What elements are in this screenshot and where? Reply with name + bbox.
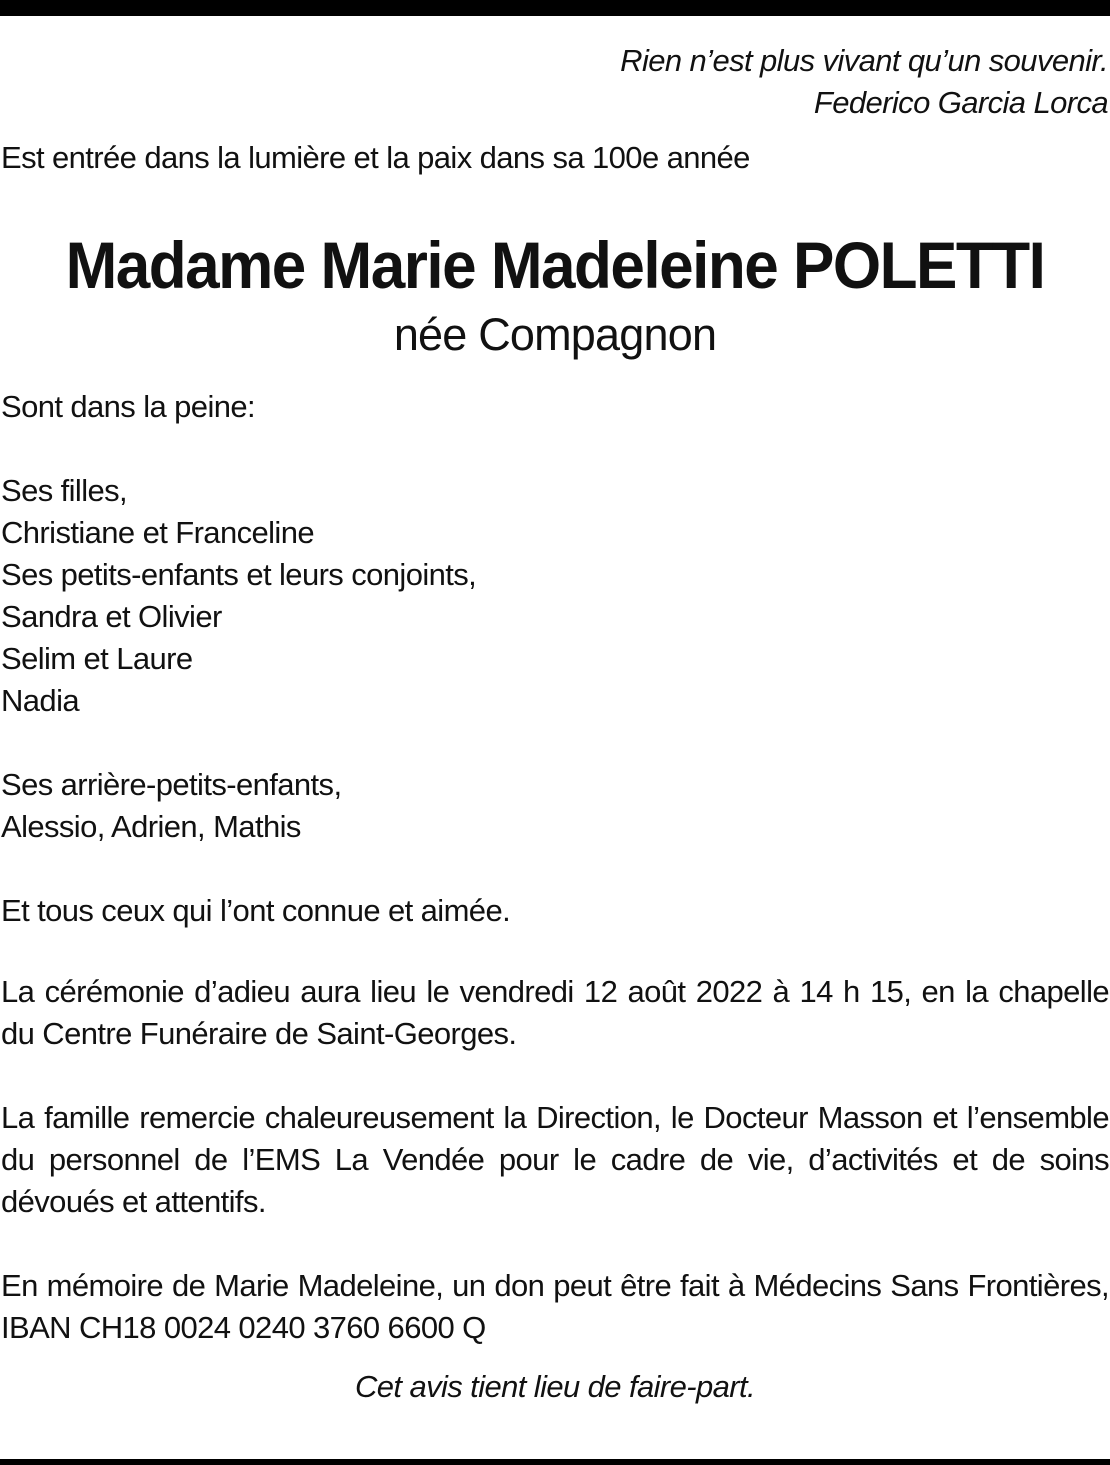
- donation-section: [1, 1265, 1109, 1349]
- grandchildren-names: Sandra et Olivier: [1, 599, 222, 634]
- mourners-section: [1, 386, 1109, 932]
- closing-note: Cet avis tient lieu de faire-part.: [354, 1369, 756, 1404]
- donation-text: En mémoire de Marie Madeleine, un don peut être fait à Médecins Sans Frontières, IBAN CH18 0024 0240 3760 6600 Q: [1, 1268, 1109, 1345]
- thanks-text: La famille remercie chaleureusement la Direction, le Docteur Masson et l’ensemble du personnel de l’EMS La Vendée pour le cadre de vie, d’activités et de soins dévoués et attentifs.: [1, 1100, 1109, 1219]
- quote-text: Rien n’est plus vivant qu’un souvenir.: [620, 43, 1108, 78]
- great-grandchildren-label: Ses arrière-petits-enfants,: [1, 767, 342, 802]
- ceremony-text: La cérémonie d’adieu aura lieu le vendredi 12 août 2022 à 14 h 15, en la chapelle du Centre Funéraire de Saint-Georges.: [1, 974, 1109, 1051]
- thanks-section: [1, 1097, 1109, 1223]
- ceremony-section: [1, 971, 1109, 1055]
- others-line: Et tous ceux qui l’ont connue et aimée.: [1, 893, 511, 928]
- great-grandchildren-names: Alessio, Adrien, Mathis: [1, 809, 301, 844]
- daughters-names: Christiane et Franceline: [1, 515, 314, 550]
- grandchildren-names: Nadia: [1, 683, 79, 718]
- daughters-label: Ses filles,: [1, 473, 128, 508]
- intro-line: Est entrée dans la lumière et la paix dans sa 100e année: [1, 140, 750, 175]
- maiden-name: née Compagnon: [393, 309, 717, 360]
- top-border-rule: [0, 0, 1110, 16]
- grandchildren-label: Ses petits-enfants et leurs conjoints,: [1, 557, 477, 592]
- quote-author: Federico Garcia Lorca: [813, 85, 1108, 120]
- grandchildren-names: Selim et Laure: [1, 641, 193, 676]
- bottom-border-rule: [0, 1459, 1110, 1465]
- epigraph-quote: [620, 40, 1108, 124]
- deceased-name: Madame Marie Madeleine POLETTI: [65, 228, 1045, 302]
- mourners-heading: Sont dans la peine:: [1, 389, 256, 424]
